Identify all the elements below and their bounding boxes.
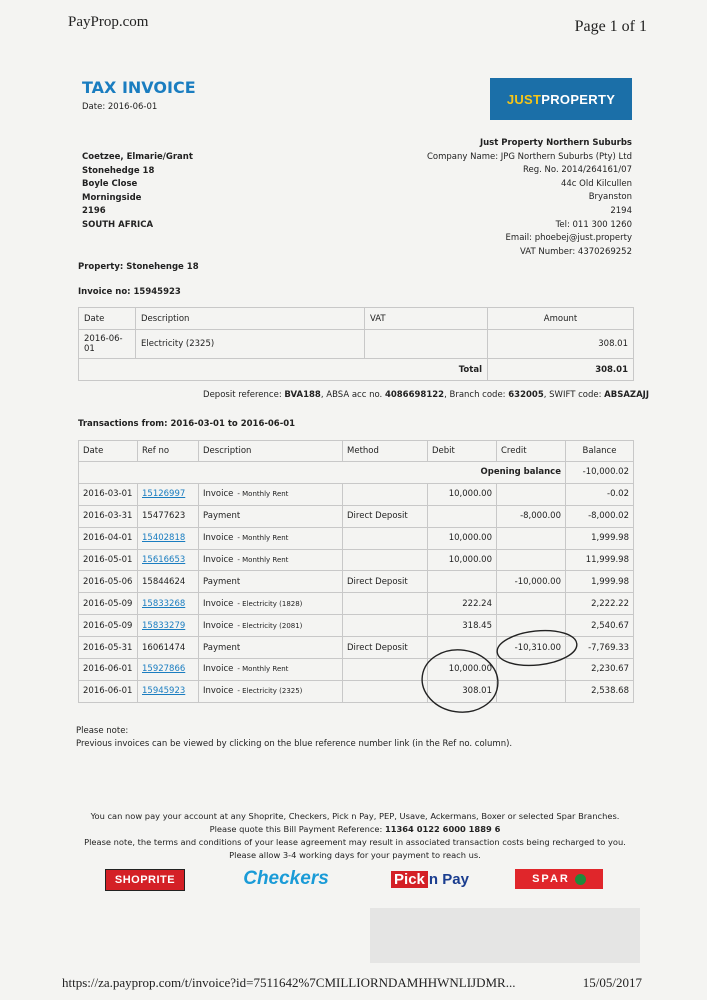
tx-debit: 10,000.00: [428, 659, 497, 681]
company-email: Email: phoebej@just.property: [505, 233, 632, 244]
logo-property-text: PROPERTY: [541, 91, 616, 107]
invoice-title: TAX INVOICE: [82, 78, 196, 97]
notes: [76, 725, 512, 751]
tx-method: [343, 527, 428, 549]
tx-date: 2016-04-01: [79, 527, 138, 549]
tx-debit: 10,000.00: [428, 549, 497, 571]
tx-ref: 16061474: [138, 637, 199, 659]
tx-description: [199, 505, 343, 527]
branch-label: , Branch code:: [444, 390, 506, 400]
tx-method: Direct Deposit: [343, 505, 428, 527]
deposit-label: Deposit reference:: [203, 390, 282, 400]
checkers-logo: Checkers: [243, 868, 329, 889]
swift-label: , SWIFT code:: [543, 390, 602, 400]
tx-ref: 15477623: [138, 505, 199, 527]
tx-date: 2016-05-09: [79, 615, 138, 637]
shoprite-logo: SHOPRITE: [105, 869, 185, 891]
tx-date: 2016-05-31: [79, 637, 138, 659]
tx-description: [199, 615, 343, 637]
tx-credit: [497, 593, 566, 615]
tx-date: 2016-06-01: [79, 680, 138, 702]
recipient-line: 2196: [82, 206, 106, 217]
acc-label: , ABSA acc no.: [320, 390, 383, 400]
tx-desc-main: Invoice: [203, 686, 234, 697]
tx-method: [343, 680, 428, 702]
tx-header-description: Description: [199, 441, 343, 462]
spar-tree-icon: [575, 874, 586, 885]
recipient-name: Coetzee, Elmarie/Grant: [82, 152, 193, 162]
tx-row: [79, 505, 634, 527]
opening-balance-row: [79, 462, 634, 484]
invoice-total-row: [79, 359, 634, 381]
tx-ref-link[interactable]: 15927866: [138, 659, 199, 681]
print-date: 15/05/2017: [582, 975, 642, 990]
tx-header-balance: Balance: [566, 441, 634, 462]
tx-method: [343, 659, 428, 681]
invoice-row-date: 2016-06-01: [79, 330, 136, 359]
tx-header-ref: Ref no: [138, 441, 199, 462]
tx-desc-sub: - Monthly Rent: [237, 556, 289, 564]
payment-info: [70, 810, 640, 862]
company-details: [427, 137, 632, 259]
tx-method: Direct Deposit: [343, 571, 428, 593]
spar-text: SPAR: [532, 873, 570, 885]
invoice-row-vat: [365, 330, 488, 359]
tx-desc-main: Invoice: [203, 533, 234, 544]
tx-description: [199, 483, 343, 505]
header-amount: Amount: [488, 308, 634, 330]
tx-credit: [497, 615, 566, 637]
tx-header-date: Date: [79, 441, 138, 462]
tx-desc-main: Payment: [203, 576, 241, 587]
tx-description: [199, 527, 343, 549]
tx-ref-link[interactable]: 15945923: [138, 680, 199, 702]
tx-header-method: Method: [343, 441, 428, 462]
invoice-table-row: [79, 330, 634, 359]
property-line: Property: Stonehenge 18: [78, 262, 199, 272]
transactions-from: Transactions from: 2016-03-01 to 2016-06-01: [78, 419, 296, 429]
tx-credit: [497, 659, 566, 681]
note-text: Previous invoices can be viewed by clicking on the blue reference number link (in the Ref no. column).: [76, 739, 513, 749]
print-site-label: PayProp.com: [68, 14, 149, 30]
tx-balance: 11,999.98: [566, 549, 634, 571]
tx-description: [199, 659, 343, 681]
blurred-footer-area: [370, 908, 640, 963]
branch-code: 632005: [508, 390, 544, 400]
company-tel: Tel: 011 300 1260: [555, 219, 632, 230]
tx-row: [79, 615, 634, 637]
tx-balance: -8,000.02: [566, 505, 634, 527]
tx-debit: 222.24: [428, 593, 497, 615]
payment-ref-label: Please quote this Bill Payment Reference:: [209, 824, 383, 834]
tx-debit: 308.01: [428, 680, 497, 702]
tx-credit: [497, 527, 566, 549]
tx-debit: 318.45: [428, 615, 497, 637]
tx-row: [79, 637, 634, 659]
payment-info-line: You can now pay your account at any Shoprite, Checkers, Pick n Pay, PEP, Usave, Ackermans, Boxer or selected Spar Branches.: [90, 811, 620, 821]
tx-balance: 2,538.68: [566, 680, 634, 702]
tx-date: 2016-03-31: [79, 505, 138, 527]
invoice-number: Invoice no: 15945923: [78, 287, 181, 297]
print-page-number: Page 1 of 1: [574, 18, 647, 35]
company-name: Just Property Northern Suburbs: [479, 138, 632, 148]
tx-row: [79, 571, 634, 593]
header-date: Date: [79, 308, 136, 330]
tx-row: [79, 549, 634, 571]
tx-desc-sub: - Electricity (2325): [237, 687, 303, 696]
tx-debit: [428, 637, 497, 659]
tx-row: [79, 680, 634, 702]
tx-ref: 15844624: [138, 571, 199, 593]
tx-balance: 2,230.67: [566, 659, 634, 681]
tx-method: [343, 549, 428, 571]
invoice-table-header: [79, 308, 634, 330]
note-heading: Please note:: [76, 726, 129, 736]
tx-balance: 1,999.98: [566, 571, 634, 593]
recipient-line: Stonehedge 18: [82, 165, 155, 176]
tx-header-debit: Debit: [428, 441, 497, 462]
swift-code: ABSAZAJJ: [604, 390, 649, 400]
tx-date: 2016-05-06: [79, 571, 138, 593]
tx-desc-sub: - Monthly Rent: [237, 534, 289, 543]
tx-method: [343, 483, 428, 505]
tx-ref-link[interactable]: 15833279: [138, 615, 199, 637]
payment-ref-line: [70, 823, 640, 836]
payment-terms-line: Please note, the terms and conditions of your lease agreement may result in associated transaction costs being recharged to you. Please allow 3-4 working days for your payment to reach us.: [84, 837, 626, 860]
opening-balance-value: -10,000.02: [566, 462, 634, 484]
tx-ref-link[interactable]: 15402818: [138, 527, 199, 549]
company-street: 44c Old Kilcullen: [560, 178, 632, 189]
tx-date: 2016-05-01: [79, 549, 138, 571]
tx-debit: 10,000.00: [428, 527, 497, 549]
just-property-logo: [490, 78, 632, 120]
tx-balance: 2,540.67: [566, 615, 634, 637]
tx-debit: 10,000.00: [428, 483, 497, 505]
tx-balance: -0.02: [566, 483, 634, 505]
tx-description: [199, 637, 343, 659]
company-legal-name: Company Name: JPG Northern Suburbs (Pty) Ltd: [426, 151, 632, 162]
tx-debit: [428, 571, 497, 593]
npay-text: n Pay: [428, 870, 469, 888]
tx-row: [79, 659, 634, 681]
invoice-date: Date: 2016-06-01: [82, 102, 158, 112]
opening-balance-label: Opening balance: [79, 462, 566, 484]
pick-text: Pick: [391, 871, 428, 888]
tx-header-row: [79, 441, 634, 462]
recipient-address: [82, 151, 193, 233]
tx-desc-main: Payment: [203, 511, 241, 522]
total-label: Total: [79, 359, 488, 381]
company-reg-no: Reg. No. 2014/264161/07: [523, 165, 632, 176]
header-vat: VAT: [365, 308, 488, 330]
tx-credit: [497, 483, 566, 505]
deposit-ref: BVA188: [284, 390, 321, 400]
tx-date: 2016-05-09: [79, 593, 138, 615]
tx-row: [79, 483, 634, 505]
tx-desc-sub: - Electricity (2081): [237, 621, 303, 630]
transactions-table: [78, 440, 634, 703]
tx-credit: -10,000.00: [497, 571, 566, 593]
tx-credit: [497, 680, 566, 702]
tx-desc-main: Payment: [203, 642, 241, 653]
tx-desc-main: Invoice: [203, 555, 234, 565]
tx-date: 2016-06-01: [79, 659, 138, 681]
tx-balance: 2,222.22: [566, 593, 634, 615]
tx-header-credit: Credit: [497, 441, 566, 462]
tx-description: [199, 549, 343, 571]
tx-desc-sub: - Monthly Rent: [237, 665, 289, 674]
tx-desc-main: Invoice: [203, 664, 234, 675]
tx-desc-sub: - Electricity (1828): [237, 599, 303, 608]
acc-number: 4086698122: [384, 390, 445, 400]
tx-method: [343, 615, 428, 637]
tx-credit: -8,000.00: [497, 505, 566, 527]
invoice-row-amount: 308.01: [488, 330, 634, 359]
tx-credit: [497, 549, 566, 571]
payment-ref-number: 11364 0122 6000 1889 6: [384, 824, 501, 834]
company-vat: VAT Number: 4370269252: [520, 246, 632, 257]
company-postal-code: 2194: [610, 205, 632, 216]
tx-method: Direct Deposit: [343, 637, 428, 659]
tx-row: [79, 527, 634, 549]
tx-desc-main: Invoice: [203, 489, 234, 500]
tx-date: 2016-03-01: [79, 483, 138, 505]
spar-logo: [515, 869, 603, 889]
deposit-reference: [203, 390, 649, 400]
tx-balance: -7,769.33: [566, 637, 634, 659]
tx-description: [199, 571, 343, 593]
tx-row: [79, 593, 634, 615]
recipient-line: SOUTH AFRICA: [82, 219, 154, 230]
tx-ref-link[interactable]: 15126997: [138, 483, 199, 505]
tx-balance: 1,999.98: [566, 527, 634, 549]
print-url: https://za.payprop.com/t/invoice?id=7511642%7CMILLIORNDAMHHWNLIJDMR...: [62, 975, 516, 990]
tx-credit: -10,310.00: [497, 637, 566, 659]
tx-debit: [428, 505, 497, 527]
invoice-table: [78, 307, 634, 381]
tx-description: [199, 593, 343, 615]
recipient-line: Boyle Close: [82, 179, 138, 190]
tx-ref-link[interactable]: 15616653: [138, 549, 199, 571]
tx-method: [343, 593, 428, 615]
invoice-row-description: Electricity (2325): [136, 330, 365, 359]
tx-desc-main: Invoice: [203, 620, 234, 631]
tx-desc-sub: - Monthly Rent: [237, 490, 289, 499]
company-suburb: Bryanston: [588, 192, 632, 203]
tx-description: [199, 680, 343, 702]
header-description: Description: [136, 308, 365, 330]
picknpay-logo: [390, 869, 470, 889]
logo-just-text: JUST: [506, 91, 542, 107]
total-value: 308.01: [488, 359, 634, 381]
tx-ref-link[interactable]: 15833268: [138, 593, 199, 615]
recipient-line: Morningside: [82, 192, 142, 203]
tx-desc-main: Invoice: [203, 598, 234, 609]
